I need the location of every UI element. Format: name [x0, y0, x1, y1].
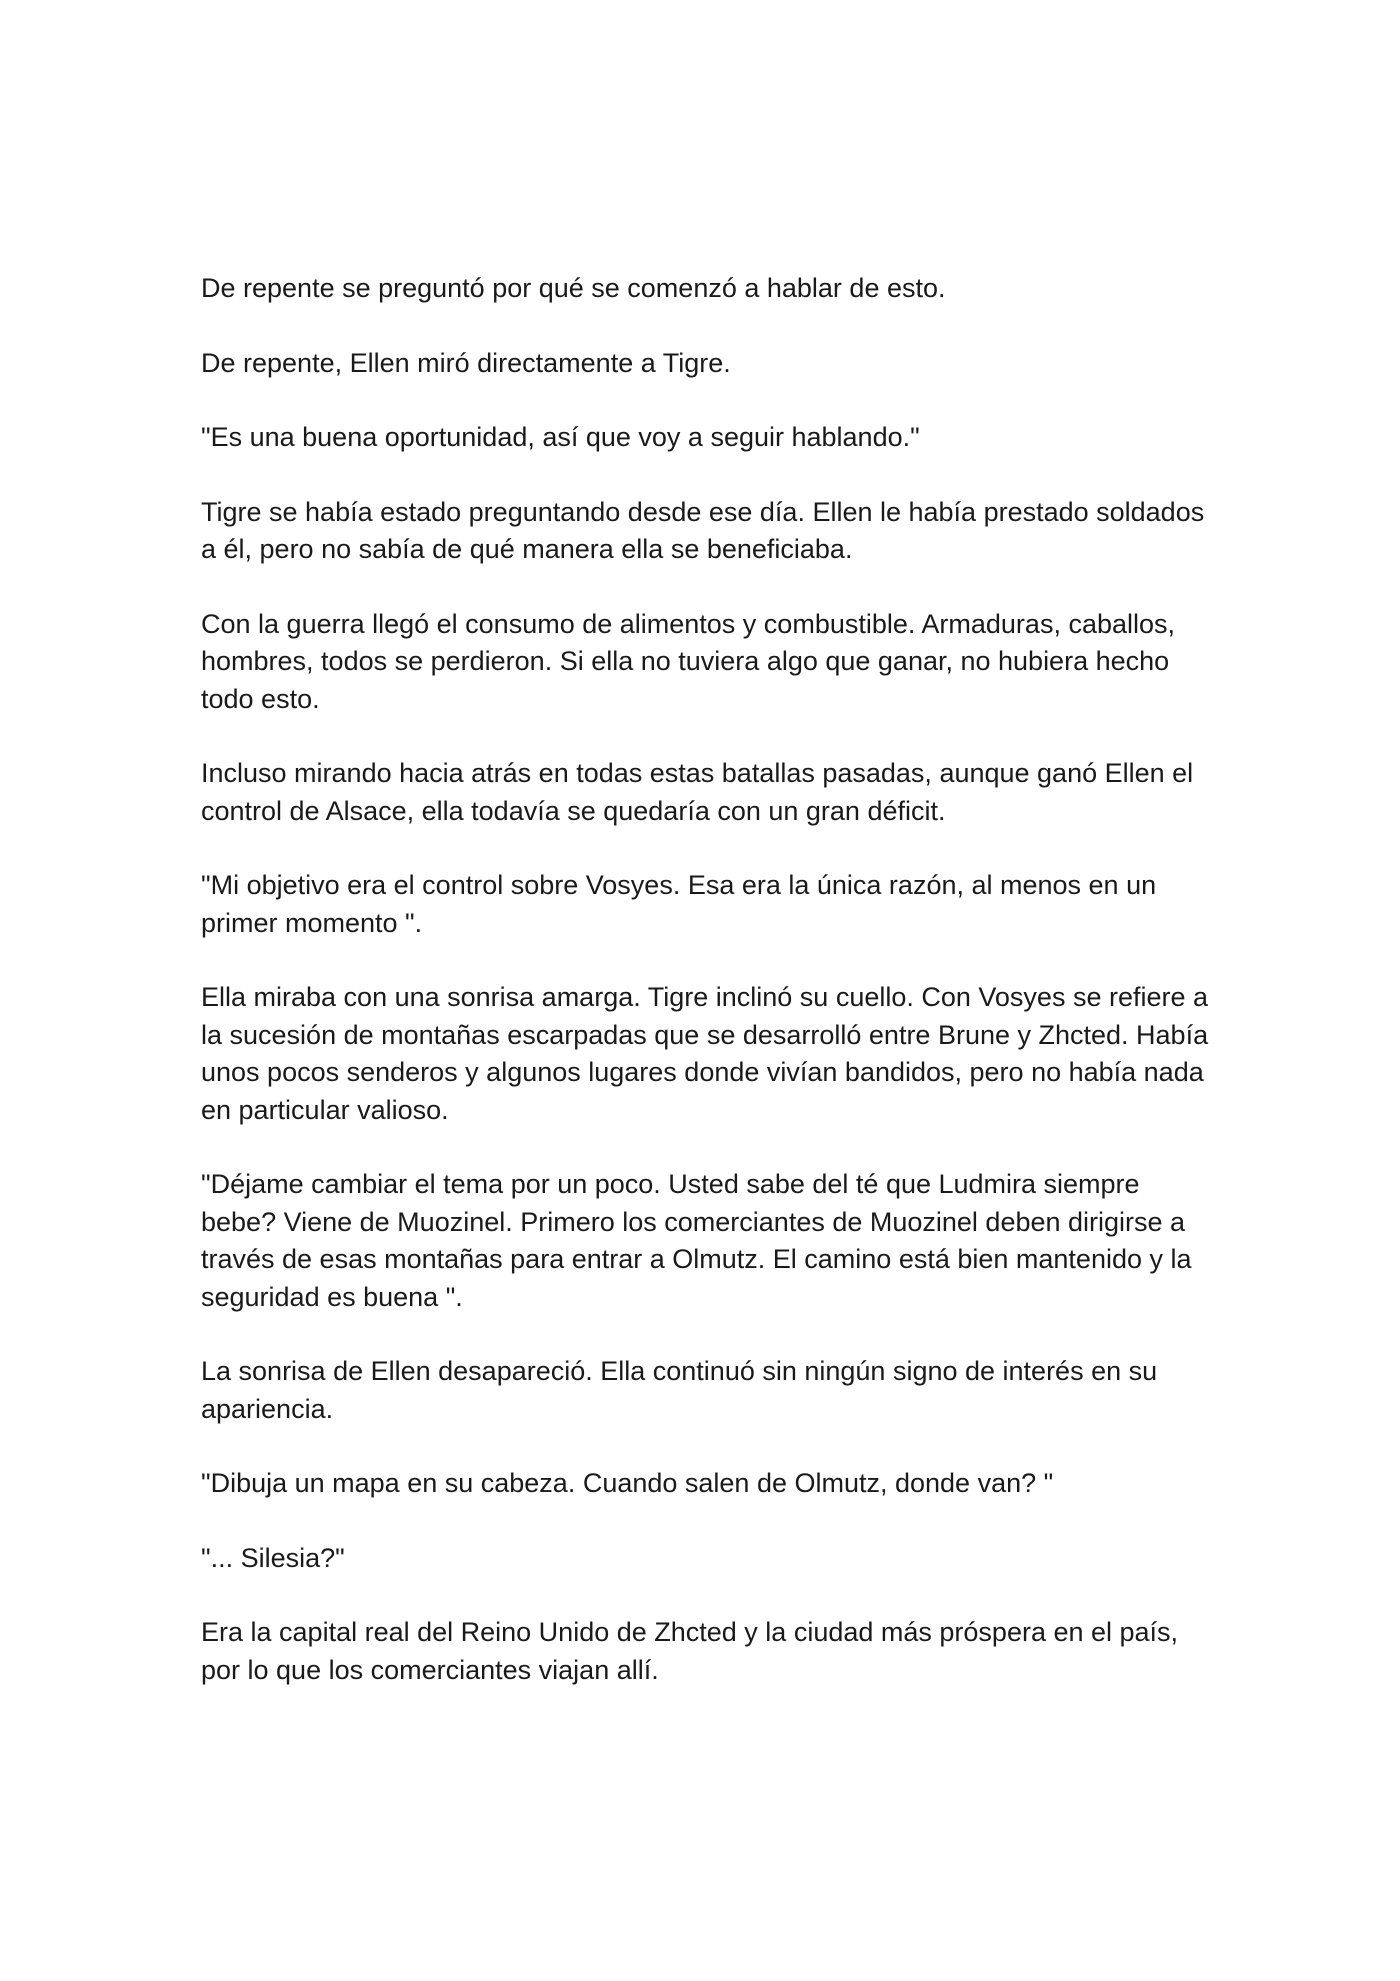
paragraph-5: Con la guerra llegó el consumo de alimentos y combustible. Armaduras, caballos, hombres, todos se perdieron. Si ella no tuviera algo que ganar, no hubiera hecho todo esto.	[201, 608, 1176, 714]
paragraph-2: De repente, Ellen miró directamente a Tigre.	[201, 347, 731, 378]
paragraph-11: "Dibuja un mapa en su cabeza. Cuando salen de Olmutz, donde van? "	[201, 1468, 1054, 1498]
paragraph-13: Era la capital real del Reino Unido de Zhcted y la ciudad más próspera en el país, por lo que los comerciantes viajan allí.	[201, 1617, 1179, 1685]
paragraph-4: Tigre se había estado preguntando desde ese día. Ellen le había prestado soldados a él, pero no sabía de qué manera ella se beneficiaba.	[201, 496, 1205, 564]
paragraph-6: Incluso mirando hacia atrás en todas estas batallas pasadas, aunque ganó Ellen el control de Alsace, ella todavía se quedaría con un gran déficit.	[201, 758, 1194, 826]
paragraph-10: La sonrisa de Ellen desapareció. Ella continuó sin ningún signo de interés en su apariencia.	[201, 1356, 1158, 1424]
paragraph-3: "Es una buena oportunidad, así que voy a seguir hablando."	[201, 422, 920, 452]
paragraph-9: "Déjame cambiar el tema por un poco. Usted sabe del té que Ludmira siempre bebe? Viene de Muozinel. Primero los comerciantes de Muozinel deben dirigirse a través de esas montañas para entrar a Olmutz. El camino está bien mantenido y la seguridad es buena ".	[201, 1169, 1192, 1312]
paragraph-7: "Mi objetivo era el control sobre Vosyes. Esa era la única razón, al menos en un primer momento ".	[201, 870, 1157, 938]
paragraph-1: De repente se preguntó por qué se comenzó a hablar de esto.	[201, 273, 946, 303]
paragraph-12: "... Silesia?"	[201, 1542, 345, 1573]
document-body	[201, 270, 1211, 1689]
paragraph-8: Ella miraba con una sonrisa amarga. Tigre inclinó su cuello. Con Vosyes se refiere a la sucesión de montañas escarpadas que se desarrolló entre Brune y Zhcted. Había unos pocos senderos y algunos lugares donde vivían bandidos, pero no había nada en particular valioso.	[201, 982, 1209, 1125]
